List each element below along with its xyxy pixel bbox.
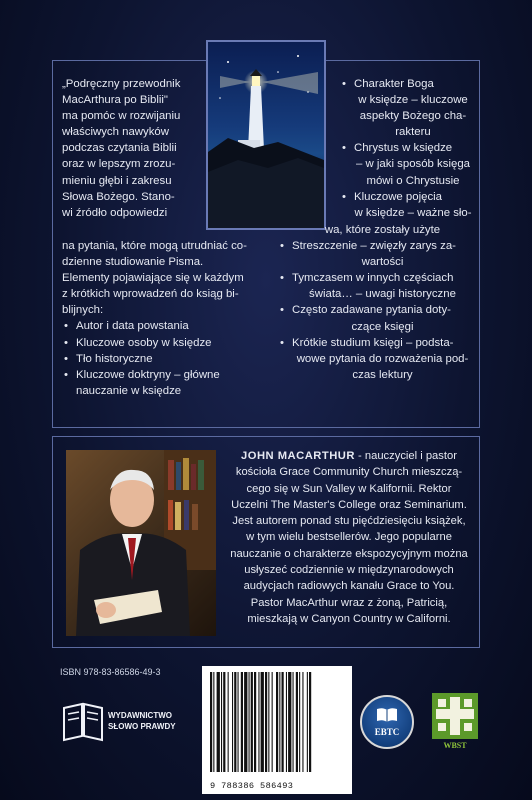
intro-line: wi źródło odpowiedzi <box>62 206 168 219</box>
list-item: wartości <box>361 256 404 269</box>
bio-line: w tym wielu bestsellerów. Jego popularne <box>246 531 452 544</box>
barcode-bar <box>307 672 308 772</box>
list-item: aspekty Bożego cha- <box>359 110 467 123</box>
list-item-continued: nauczanie w księdze <box>76 384 182 397</box>
list-item: w księdze – ważne sło- <box>354 206 472 219</box>
list-item: • Charakter Boga <box>342 78 434 90</box>
list-item: • Tło historyczne <box>62 351 270 367</box>
barcode-bar <box>238 672 239 772</box>
barcode-bar <box>268 672 269 772</box>
barcode-bar <box>251 672 253 772</box>
intro-line: podczas czytania Biblii <box>62 142 177 155</box>
ebtc-logo <box>360 695 414 749</box>
publisher-logo <box>60 698 200 748</box>
publisher-line1: WYDAWNICTWO <box>108 711 172 720</box>
intro-line: mieniu głębi i zakresu <box>62 174 172 187</box>
list-item: • Często zadawane pytania doty- <box>280 304 451 317</box>
intro-paragraph-continued <box>62 238 270 399</box>
author-photo <box>66 450 216 636</box>
barcode-bar <box>244 672 247 772</box>
barcode-bar <box>228 672 229 772</box>
barcode-bar <box>213 672 214 772</box>
barcode-bar <box>221 672 222 772</box>
list-item: – w jaki sposób księga <box>356 158 470 171</box>
bio-line: nauczanie o charakterze ekspozycyjnym można <box>230 547 468 560</box>
ebtc-text: EBTC <box>374 727 400 737</box>
barcode-bar <box>261 672 264 772</box>
list-item: • Kluczowe doktryny – główne <box>62 367 270 383</box>
open-book-icon <box>375 705 399 725</box>
barcode-bar <box>276 672 278 772</box>
barcode-bar <box>288 672 291 772</box>
bio-line <box>224 448 474 464</box>
elements-list <box>62 318 270 382</box>
barcode <box>202 666 352 794</box>
barcode-bar <box>282 672 284 772</box>
bio-line: audycjach radiowych kanału Grace to You. <box>243 580 455 593</box>
author-bio <box>224 448 474 627</box>
list-item: • Chrystus w księdze <box>342 142 453 155</box>
elements-line: z krótkich wprowadzeń do ksiąg bi- <box>62 288 239 301</box>
list-item: • Streszczenie – zwięzły zarys za- <box>280 240 456 253</box>
barcode-bars <box>202 666 352 776</box>
intro-line: ma pomóc w rozwijaniu <box>62 110 181 123</box>
barcode-bar <box>309 672 311 772</box>
intro-line: Słowa Bożego. Stano- <box>62 190 175 203</box>
barcode-bar <box>272 672 273 772</box>
barcode-bar <box>279 672 280 772</box>
right-list-narrow <box>340 76 472 221</box>
list-item: wowe pytania do rozważenia pod- <box>296 352 469 365</box>
bio-line: cego się w Sun Valley w Kalifornii. Rektor <box>246 482 452 495</box>
barcode-bar <box>258 672 259 772</box>
intro-paragraph <box>62 76 210 221</box>
barcode-bar <box>286 672 287 772</box>
intro-line: „Podręczny przewodnik <box>62 78 181 90</box>
barcode-bar <box>254 672 256 772</box>
intro-line: dzienne studiowanie Pisma. <box>62 256 204 269</box>
wbst-text: WBST <box>443 741 467 750</box>
bio-line: Uczelni The Master's College oraz Seminarium. <box>231 498 467 511</box>
intro-line: oraz w lepszym zrozu- <box>62 158 176 171</box>
bio-line: Jest autorem ponad stu pięćdziesięciu książek, <box>232 515 466 528</box>
right-list-wide <box>278 222 473 383</box>
bio-line: mieszkają w Canyon Country w Californi. <box>247 612 451 625</box>
list-item: • Tymczasem w innych częściach <box>280 272 454 285</box>
list-item: • Krótkie studium księgi – podsta- <box>280 336 454 349</box>
barcode-bar <box>299 672 300 772</box>
barcode-bar <box>223 672 225 772</box>
list-item: świata… – uwagi historyczne <box>309 288 456 301</box>
list-item: czas lektury <box>352 368 413 381</box>
barcode-bar <box>232 672 233 772</box>
barcode-number: 9 788386 586493 <box>210 781 294 791</box>
barcode-bar <box>249 672 250 772</box>
list-item: czące księgi <box>351 320 414 333</box>
bio-line: kościoła Grace Community Church mieszczą- <box>235 466 463 479</box>
list-item: wa, które zostały użyte <box>324 224 441 236</box>
bio-line: usłyszeć codziennie w międzynarodowych <box>244 564 454 577</box>
barcode-bar <box>210 672 212 772</box>
book-icon <box>60 698 106 742</box>
lighthouse-image <box>206 40 326 230</box>
author-name: JOHN MACARTHUR <box>241 450 355 462</box>
list-item: • Autor i data powstania <box>62 318 270 334</box>
publisher-line2: SŁOWO PRAWDY <box>108 722 176 731</box>
barcode-bar <box>296 672 298 772</box>
bio-line: Pastor MacArthur wraz z żoną, Patricią, <box>250 596 448 609</box>
wbst-logo <box>432 693 478 755</box>
barcode-bar <box>293 672 294 772</box>
cross-emblem-icon <box>432 693 478 741</box>
barcode-bar <box>302 672 303 772</box>
list-item: • Kluczowe osoby w księdze <box>62 335 270 351</box>
barcode-bar <box>234 672 236 772</box>
isbn-label: ISBN 978-83-86586-49-3 <box>60 667 161 677</box>
elements-line: blijnych: <box>62 304 104 317</box>
list-item: • Kluczowe pojęcia <box>342 190 443 203</box>
list-item: mówi o Chrystusie <box>366 174 460 187</box>
elements-line: Elementy pojawiające się w każdym <box>62 272 244 285</box>
publisher-name <box>108 710 176 732</box>
intro-line: MacArthura po Biblii" <box>62 94 168 107</box>
list-item: w księdze – kluczowe <box>358 94 468 107</box>
intro-line: właściwych nawyków <box>62 126 169 139</box>
intro-line: na pytania, które mogą utrudniać co- <box>62 240 247 252</box>
list-item: rakteru <box>395 126 431 139</box>
barcode-bar <box>241 672 243 772</box>
bio-first-line: - nauczyciel i pastor <box>354 450 457 462</box>
barcode-bar <box>217 672 220 772</box>
barcode-bar <box>265 672 267 772</box>
